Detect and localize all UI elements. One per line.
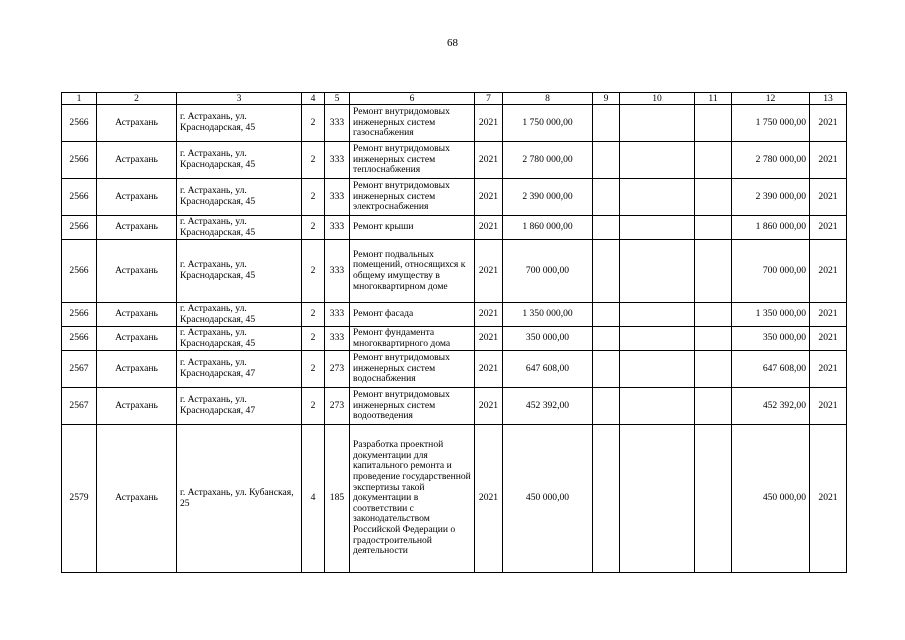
cell-object-id: 2566	[62, 105, 97, 142]
cell-year-end: 2021	[810, 179, 847, 216]
cell-work-type: Разработка проектной документации для капитального ремонта и проведение государственной экспертизы такой документации в соответствии с законодательством Российской Федерации о градостроительной деятельности	[350, 425, 475, 573]
table-row	[62, 142, 847, 179]
cell-object-id: 2567	[62, 351, 97, 388]
cell-object-id: 2566	[62, 240, 97, 303]
cell-object-id: 2566	[62, 179, 97, 216]
cell-amount-total: 1 750 000,00	[732, 105, 810, 142]
table-row	[62, 179, 847, 216]
cell-work-type: Ремонт внутридомовых инженерных систем газоснабжения	[350, 105, 475, 142]
cell-year-end: 2021	[810, 327, 847, 351]
cell-amount-total: 1 350 000,00	[732, 303, 810, 327]
cell-col-4: 2	[302, 179, 325, 216]
cell-address: г. Астрахань, ул. Краснодарская, 45	[177, 216, 302, 240]
column-header: 3	[177, 93, 302, 105]
cell-year: 2021	[475, 105, 503, 142]
cell-amount-total: 452 392,00	[732, 388, 810, 425]
column-header: 7	[475, 93, 503, 105]
cell-year: 2021	[475, 425, 503, 573]
cell-col-9	[593, 425, 620, 573]
cell-address: г. Астрахань, ул. Краснодарская, 45	[177, 105, 302, 142]
cell-object-id: 2567	[62, 388, 97, 425]
cell-col-11	[695, 105, 732, 142]
cell-col-5: 273	[325, 351, 350, 388]
cell-amount: 1 860 000,00	[503, 216, 593, 240]
cell-col-4: 4	[302, 425, 325, 573]
cell-year-end: 2021	[810, 351, 847, 388]
cell-col-10	[620, 142, 695, 179]
cell-municipality: Астрахань	[97, 240, 177, 303]
cell-address: г. Астрахань, ул. Кубанская, 25	[177, 425, 302, 573]
cell-col-4: 2	[302, 142, 325, 179]
cell-col-9	[593, 179, 620, 216]
table-row	[62, 216, 847, 240]
cell-col-9	[593, 105, 620, 142]
cell-col-4: 2	[302, 327, 325, 351]
cell-year: 2021	[475, 351, 503, 388]
cell-municipality: Астрахань	[97, 425, 177, 573]
cell-col-10	[620, 240, 695, 303]
cell-amount-total: 350 000,00	[732, 327, 810, 351]
cell-address: г. Астрахань, ул. Краснодарская, 45	[177, 179, 302, 216]
cell-col-4: 2	[302, 303, 325, 327]
cell-address: г. Астрахань, ул. Краснодарская, 45	[177, 240, 302, 303]
cell-amount: 2 780 000,00	[503, 142, 593, 179]
cell-col-9	[593, 388, 620, 425]
cell-municipality: Астрахань	[97, 351, 177, 388]
cell-year: 2021	[475, 142, 503, 179]
cell-year-end: 2021	[810, 425, 847, 573]
cell-year-end: 2021	[810, 240, 847, 303]
table-row	[62, 351, 847, 388]
cell-amount: 452 392,00	[503, 388, 593, 425]
cell-year-end: 2021	[810, 216, 847, 240]
cell-municipality: Астрахань	[97, 388, 177, 425]
cell-col-9	[593, 351, 620, 388]
cell-col-9	[593, 240, 620, 303]
cell-col-11	[695, 216, 732, 240]
cell-work-type: Ремонт фасада	[350, 303, 475, 327]
cell-address: г. Астрахань, ул. Краснодарская, 45	[177, 303, 302, 327]
cell-year: 2021	[475, 388, 503, 425]
cell-col-4: 2	[302, 216, 325, 240]
cell-col-10	[620, 351, 695, 388]
page-number: 68	[447, 37, 458, 49]
cell-col-11	[695, 388, 732, 425]
cell-col-4: 2	[302, 351, 325, 388]
cell-year: 2021	[475, 240, 503, 303]
table-row	[62, 388, 847, 425]
cell-col-10	[620, 303, 695, 327]
cell-amount: 647 608,00	[503, 351, 593, 388]
cell-work-type: Ремонт крыши	[350, 216, 475, 240]
cell-object-id: 2566	[62, 142, 97, 179]
cell-amount: 2 390 000,00	[503, 179, 593, 216]
column-header: 13	[810, 93, 847, 105]
cell-year: 2021	[475, 327, 503, 351]
cell-address: г. Астрахань, ул. Краснодарская, 45	[177, 327, 302, 351]
cell-col-9	[593, 142, 620, 179]
cell-col-11	[695, 351, 732, 388]
table-row	[62, 425, 847, 573]
cell-amount-total: 700 000,00	[732, 240, 810, 303]
cell-work-type: Ремонт внутридомовых инженерных систем теплоснабжения	[350, 142, 475, 179]
cell-col-11	[695, 425, 732, 573]
column-header: 11	[695, 93, 732, 105]
table-row	[62, 240, 847, 303]
cell-address: г. Астрахань, ул. Краснодарская, 45	[177, 142, 302, 179]
cell-col-10	[620, 105, 695, 142]
cell-year-end: 2021	[810, 142, 847, 179]
cell-work-type: Ремонт внутридомовых инженерных систем электроснабжения	[350, 179, 475, 216]
cell-col-10	[620, 425, 695, 573]
column-header: 4	[302, 93, 325, 105]
column-header: 6	[350, 93, 475, 105]
cell-address: г. Астрахань, ул. Краснодарская, 47	[177, 351, 302, 388]
cell-municipality: Астрахань	[97, 142, 177, 179]
cell-year: 2021	[475, 216, 503, 240]
cell-municipality: Астрахань	[97, 303, 177, 327]
cell-col-4: 2	[302, 240, 325, 303]
table-row	[62, 303, 847, 327]
cell-col-10	[620, 179, 695, 216]
column-header: 10	[620, 93, 695, 105]
cell-municipality: Астрахань	[97, 216, 177, 240]
header-row	[62, 93, 847, 105]
cell-col-9	[593, 327, 620, 351]
cell-municipality: Астрахань	[97, 179, 177, 216]
column-header: 1	[62, 93, 97, 105]
cell-col-5: 333	[325, 327, 350, 351]
cell-amount-total: 2 780 000,00	[732, 142, 810, 179]
cell-col-5: 333	[325, 240, 350, 303]
cell-col-10	[620, 388, 695, 425]
cell-year: 2021	[475, 179, 503, 216]
cell-municipality: Астрахань	[97, 105, 177, 142]
cell-col-11	[695, 327, 732, 351]
cell-object-id: 2579	[62, 425, 97, 573]
repair-schedule-table	[61, 92, 847, 573]
column-header: 8	[503, 93, 593, 105]
cell-col-11	[695, 179, 732, 216]
cell-col-5: 273	[325, 388, 350, 425]
cell-municipality: Астрахань	[97, 327, 177, 351]
cell-amount: 1 750 000,00	[503, 105, 593, 142]
column-header: 12	[732, 93, 810, 105]
cell-col-10	[620, 327, 695, 351]
column-header: 5	[325, 93, 350, 105]
cell-col-11	[695, 303, 732, 327]
cell-year-end: 2021	[810, 303, 847, 327]
cell-work-type: Ремонт внутридомовых инженерных систем водоотведения	[350, 388, 475, 425]
cell-col-9	[593, 303, 620, 327]
cell-work-type: Ремонт фундамента многоквартирного дома	[350, 327, 475, 351]
column-header: 9	[593, 93, 620, 105]
cell-year: 2021	[475, 303, 503, 327]
cell-col-9	[593, 216, 620, 240]
table-row	[62, 105, 847, 142]
cell-amount: 1 350 000,00	[503, 303, 593, 327]
cell-amount: 700 000,00	[503, 240, 593, 303]
cell-amount: 450 000,00	[503, 425, 593, 573]
cell-object-id: 2566	[62, 327, 97, 351]
cell-col-11	[695, 240, 732, 303]
cell-col-5: 333	[325, 303, 350, 327]
cell-year-end: 2021	[810, 105, 847, 142]
table-row	[62, 327, 847, 351]
cell-object-id: 2566	[62, 303, 97, 327]
cell-amount-total: 2 390 000,00	[732, 179, 810, 216]
cell-year-end: 2021	[810, 388, 847, 425]
cell-col-5: 333	[325, 216, 350, 240]
cell-work-type: Ремонт внутридомовых инженерных систем водоснабжения	[350, 351, 475, 388]
cell-col-5: 333	[325, 142, 350, 179]
cell-col-4: 2	[302, 388, 325, 425]
cell-col-5: 333	[325, 179, 350, 216]
column-header: 2	[97, 93, 177, 105]
cell-amount-total: 1 860 000,00	[732, 216, 810, 240]
cell-col-10	[620, 216, 695, 240]
cell-col-5: 333	[325, 105, 350, 142]
cell-col-4: 2	[302, 105, 325, 142]
cell-amount-total: 450 000,00	[732, 425, 810, 573]
cell-work-type: Ремонт подвальных помещений, относящихся к общему имуществу в многоквартирном доме	[350, 240, 475, 303]
cell-object-id: 2566	[62, 216, 97, 240]
cell-col-11	[695, 142, 732, 179]
cell-amount-total: 647 608,00	[732, 351, 810, 388]
cell-address: г. Астрахань, ул. Краснодарская, 47	[177, 388, 302, 425]
cell-col-5: 185	[325, 425, 350, 573]
cell-amount: 350 000,00	[503, 327, 593, 351]
